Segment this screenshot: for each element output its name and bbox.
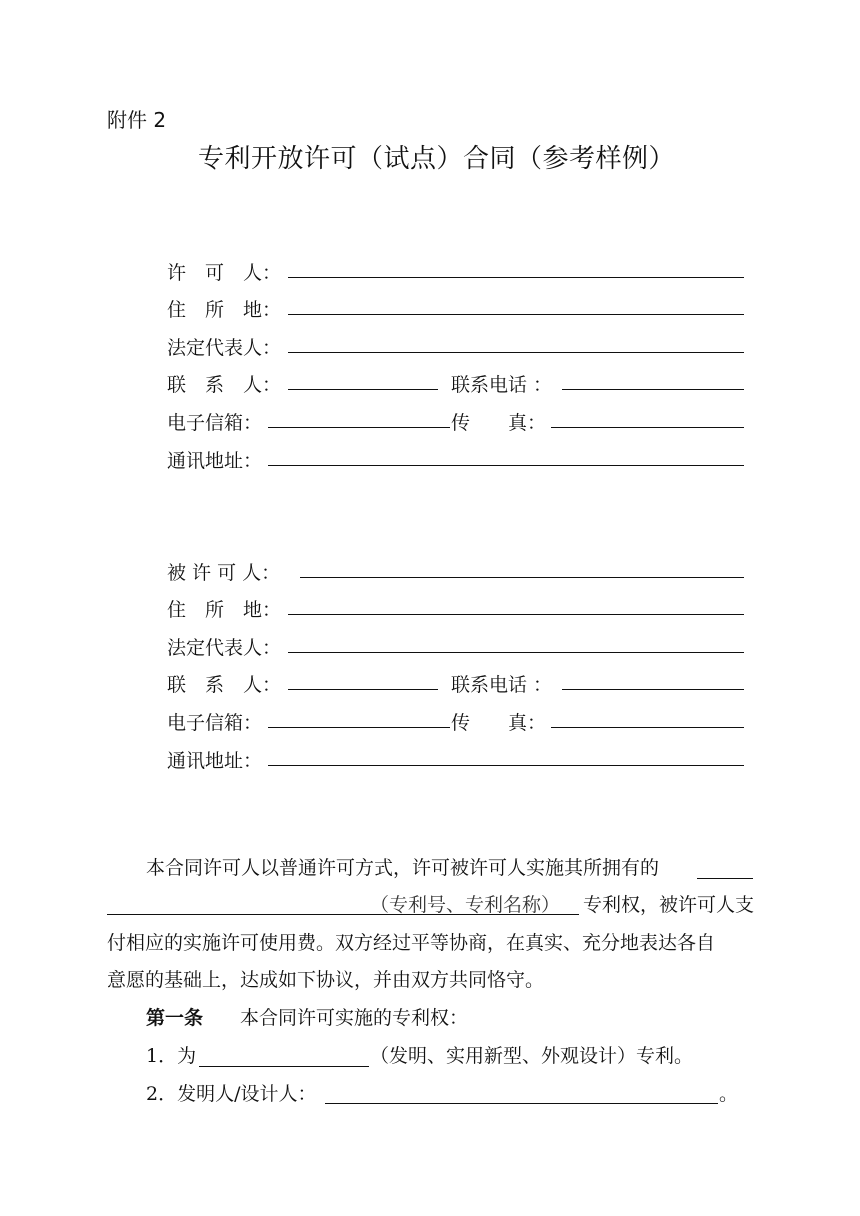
patent-blank-end[interactable]: [697, 878, 753, 879]
licensee-field[interactable]: [300, 577, 744, 578]
licensee-address-field[interactable]: [288, 614, 744, 615]
licensor-contact-label: 联 系 人：: [167, 374, 282, 396]
para1-line1: 本合同许可人以普通许可方式，许可被许可人实施其所拥有的: [146, 857, 660, 879]
patent-type-field[interactable]: [199, 1066, 369, 1067]
licensee-phone-field[interactable]: [562, 689, 744, 690]
licensor-contact-field[interactable]: [288, 389, 438, 390]
para1-line4: 意愿的基础上，达成如下协议，并由双方共同恪守。: [107, 969, 545, 991]
para1-line3: 付相应的实施许可使用费。双方经过平等协商，在真实、充分地表达各自: [107, 932, 716, 954]
licensee-rep-label: 法定代表人：: [167, 637, 282, 659]
licensor-phone-field[interactable]: [562, 389, 744, 390]
licensee-rep-field[interactable]: [288, 652, 744, 653]
licensor-rep-label: 法定代表人：: [167, 337, 282, 359]
licensor-field[interactable]: [288, 277, 744, 278]
licensee-mail-field[interactable]: [268, 765, 744, 766]
item1-prefix: 1．为: [146, 1045, 197, 1067]
para1-line2-rest: 专利权，被许可人支: [583, 894, 755, 916]
page-title: 专利开放许可（试点）合同（参考样例）: [198, 144, 676, 174]
licensee-email-label: 电子信箱：: [167, 712, 263, 734]
licensor-mail-field[interactable]: [268, 465, 744, 466]
article1-heading: 第一条: [146, 1007, 204, 1029]
licensee-contact-field[interactable]: [288, 689, 438, 690]
attachment-label: 附件 2: [107, 108, 167, 132]
licensor-email-label: 电子信箱：: [167, 412, 263, 434]
licensee-phone-label: 联系电话 ：: [451, 674, 553, 696]
licensor-fax-field[interactable]: [551, 427, 744, 428]
licensee-label: 被 许 可 人：: [167, 562, 281, 584]
article1-text: 本合同许可实施的专利权：: [240, 1007, 469, 1029]
licensor-fax-label: 传 真：: [451, 412, 547, 434]
licensor-label: 许 可 人：: [167, 262, 282, 284]
licensor-email-field[interactable]: [268, 427, 450, 428]
patent-hint: （专利号、专利名称）: [370, 894, 561, 916]
licensee-fax-label: 传 真：: [451, 712, 547, 734]
licensor-address-field[interactable]: [288, 314, 744, 315]
licensee-contact-label: 联 系 人：: [167, 674, 282, 696]
licensee-mail-label: 通讯地址：: [167, 750, 263, 772]
licensor-address-label: 住 所 地：: [167, 299, 282, 321]
licensee-email-field[interactable]: [268, 727, 450, 728]
licensee-address-label: 住 所 地：: [167, 599, 282, 621]
item2-prefix: 2．发明人/设计人：: [146, 1083, 317, 1105]
item1-suffix: （发明、实用新型、外观设计）专利。: [370, 1045, 694, 1067]
licensor-phone-label: 联系电话 ：: [451, 374, 553, 396]
licensor-mail-label: 通讯地址：: [167, 450, 263, 472]
item2-end: 。: [719, 1083, 739, 1105]
licensor-rep-field[interactable]: [288, 352, 744, 353]
inventor-field[interactable]: [325, 1103, 718, 1104]
licensee-fax-field[interactable]: [551, 727, 744, 728]
